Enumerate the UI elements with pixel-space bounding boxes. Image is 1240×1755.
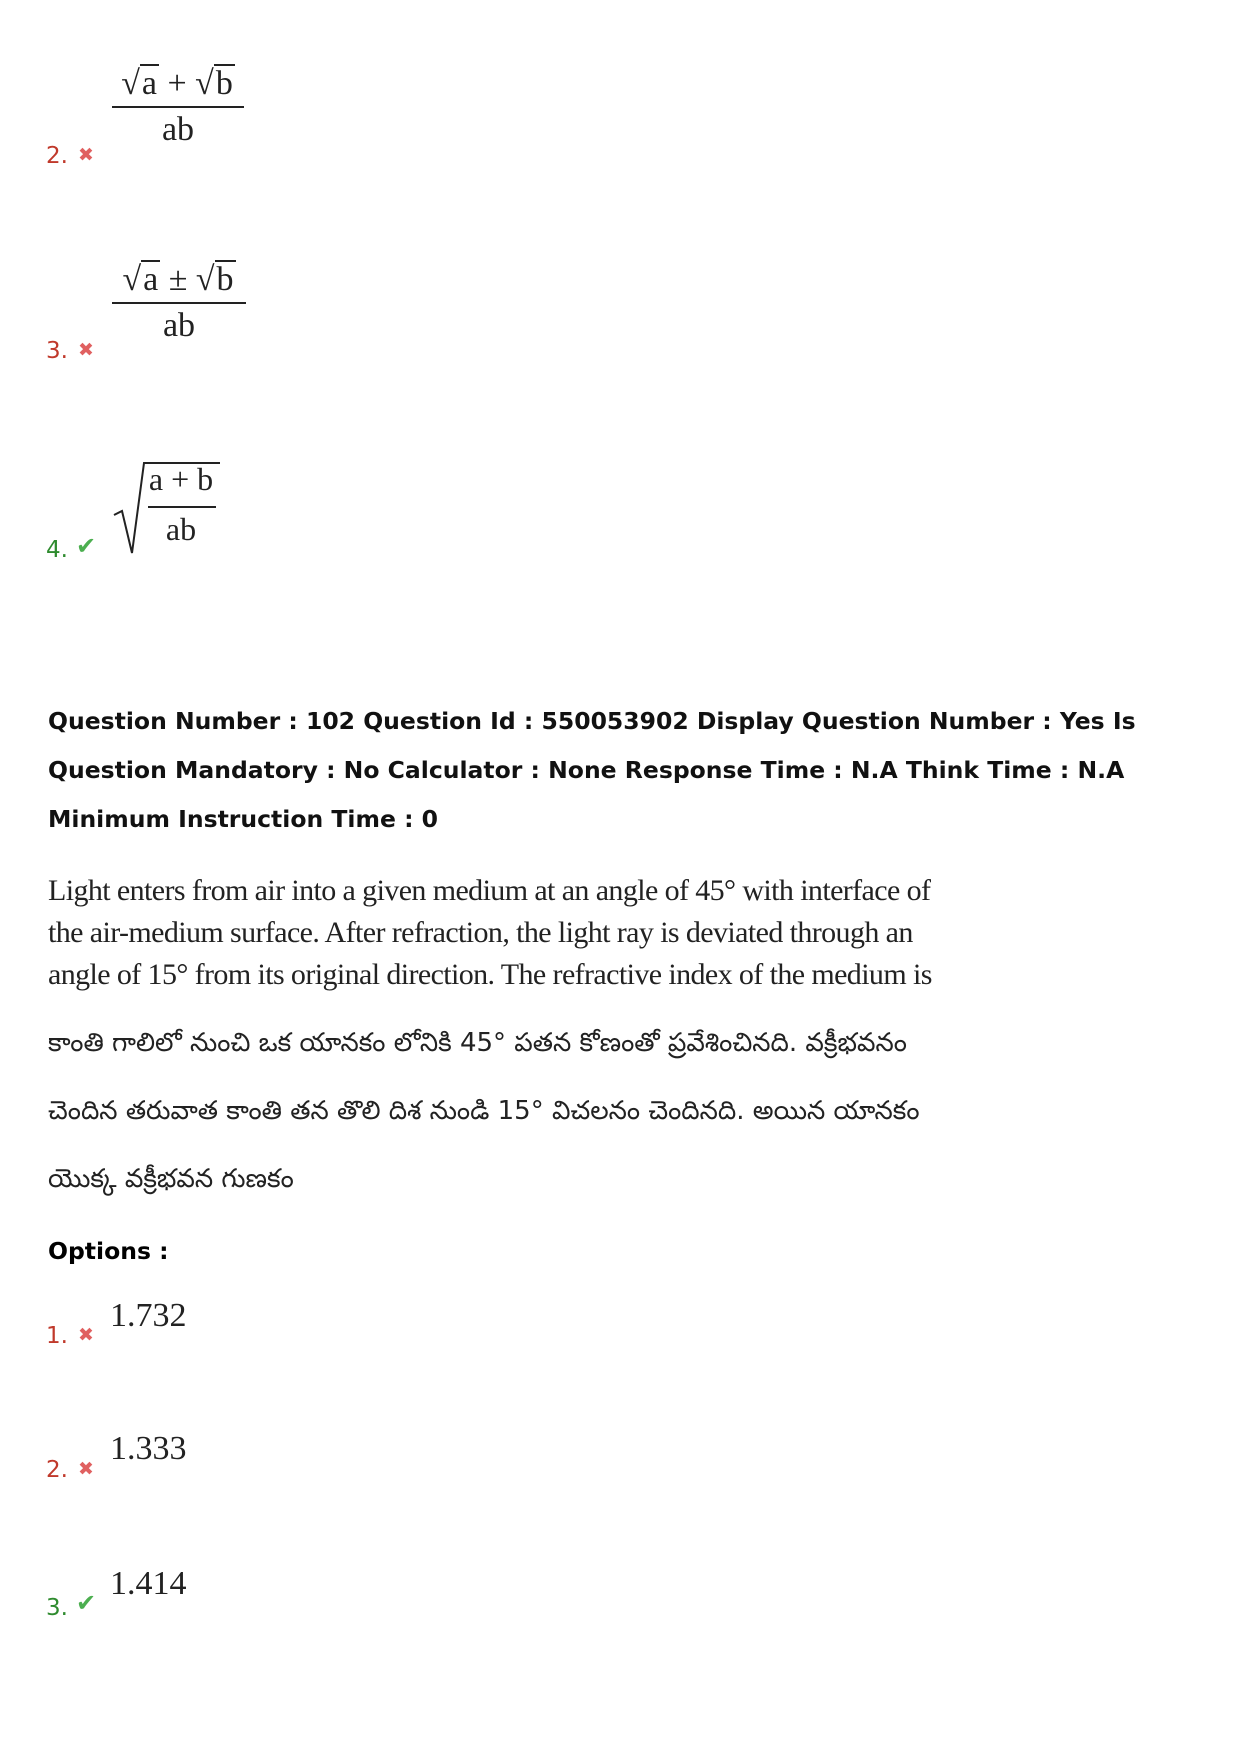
denominator: ab: [161, 111, 195, 148]
option-number: 2.: [46, 1457, 68, 1483]
options-label: Options :: [48, 1237, 169, 1265]
sqrt-icon: √: [122, 261, 142, 298]
fraction-formula: [112, 62, 244, 152]
numerator: a + b: [148, 461, 214, 497]
option-number: 2.: [46, 143, 68, 169]
question-text-english: Light enters from air into a given medium at an angle of 45° with interface of the air-medium surface. After refraction, the light ray is deviated through an angle of 15° from its original direction. The refractive index of the medium is: [48, 874, 932, 991]
question-text-telugu-line-3: యొక్క వక్రీభవన గుణకం: [48, 1164, 294, 1194]
numerator-right: b: [216, 261, 234, 298]
cross-icon: ✖: [78, 1458, 94, 1480]
option-number: 4.: [46, 537, 68, 563]
denominator: ab: [162, 307, 196, 344]
operator: +: [167, 65, 187, 102]
question-text-telugu-line-1: కాంతి గాలిలో నుంచి ఒక యానకం లోనికి 45° పతన కోణంతో ప్రవేశించినది. వక్రీభవనం: [48, 1028, 907, 1058]
numerator-left: a: [141, 65, 157, 102]
option-number: 3.: [46, 338, 68, 364]
check-icon: ✔: [76, 1589, 97, 1617]
cross-icon: ✖: [78, 1324, 94, 1346]
option-value: 1.333: [110, 1430, 187, 1467]
question-text-telugu-line-2: చెందిన తరువాత కాంతి తన తొలి దిశ నుండి 15° విచలనం చెందినది. అయిన యానకం: [48, 1096, 920, 1126]
check-icon: ✔: [76, 532, 97, 560]
option-number: 3.: [46, 1595, 68, 1621]
option-value: 1.414: [110, 1565, 187, 1602]
question-meta: Question Number : 102 Question Id : 550053902 Display Question Number : Yes Is Question Mandatory : No Calculator : None Response Time : N.A Think Time : N.A Minimum Instruction Time : 0: [48, 707, 1136, 833]
option-number: 1.: [46, 1323, 68, 1349]
option-value: 1.732: [110, 1297, 187, 1334]
operator: ±: [168, 261, 188, 298]
denominator: ab: [165, 511, 197, 547]
sqrt-icon: √: [195, 65, 214, 102]
cross-icon: ✖: [78, 144, 94, 166]
sqrt-fraction-formula: [112, 455, 222, 555]
sqrt-icon: √: [195, 261, 215, 298]
sqrt-icon: √: [121, 65, 140, 102]
fraction-formula: [112, 258, 246, 348]
cross-icon: ✖: [78, 339, 94, 361]
numerator-left: a: [143, 261, 159, 298]
numerator-right: b: [215, 65, 233, 102]
